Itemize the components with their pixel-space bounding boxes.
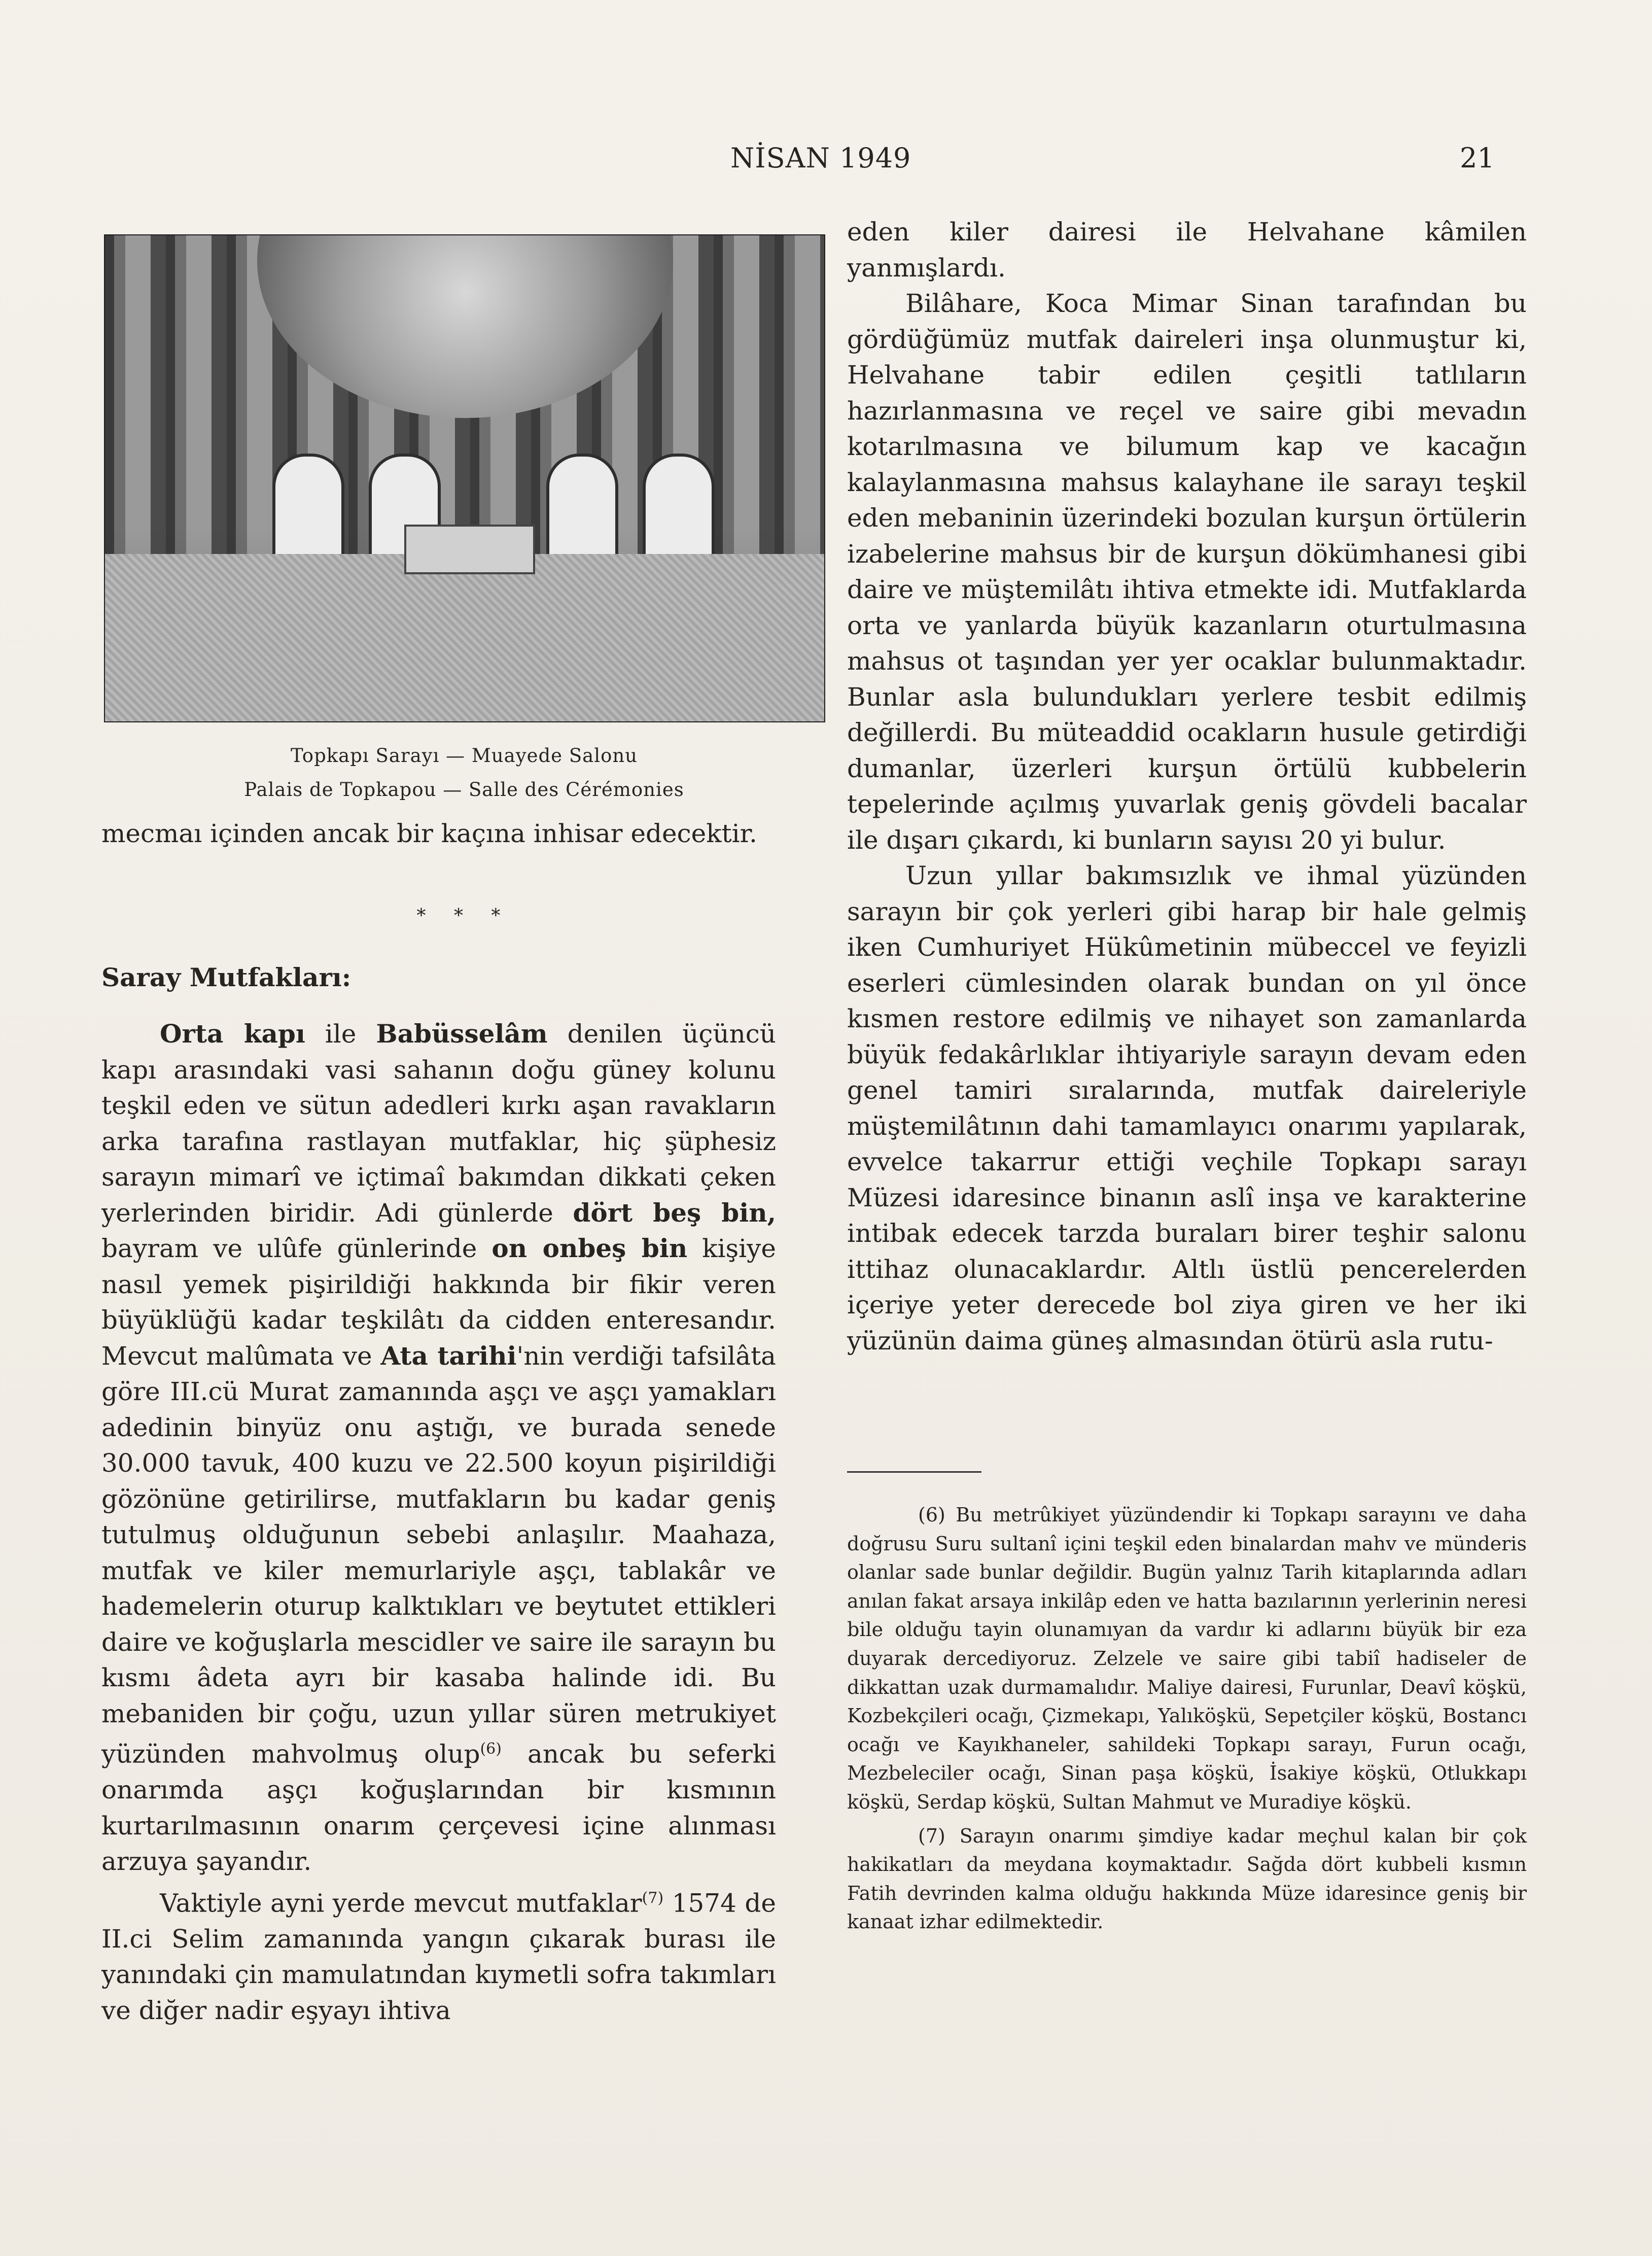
bold-term: Orta kapı	[160, 1019, 305, 1049]
paragraph-continued: eden kiler dairesi ile Helvahane kâmilen yanmışlardı.	[847, 217, 1527, 283]
intro-paragraph: mecmaı içinden ancak bir kaçına inhisar edecektir.	[101, 819, 757, 848]
photo-window	[643, 454, 715, 566]
photo-throne-dais	[404, 525, 535, 574]
text-run: kişiye nasıl yemek pişirildiği hakkında bir fikir veren büyüklüğü kadar teşkilâtı da cidden enteresandır. Mevcut malûmata ve	[101, 1234, 776, 1371]
bold-term: Ata tarihi	[380, 1340, 517, 1371]
running-header: NİSAN 1949	[730, 142, 911, 174]
bold-term: on onbeş bin	[491, 1233, 688, 1263]
footnote-ref: (6)	[480, 1740, 502, 1758]
page-number: 21	[1460, 142, 1495, 174]
text-run: ancak bu seferki onarımda aşçı koğuşlarından bir kısmının kurtarılmasının onarım çerçevesi içine alınması arzuya şayandır.	[101, 1739, 777, 1877]
text-run: ile	[305, 1019, 376, 1049]
text-run: bayram ve ulûfe günlerinde	[101, 1234, 492, 1263]
bold-term: dört beş bin,	[573, 1197, 776, 1228]
left-column-body	[101, 1016, 776, 2028]
photo-window	[546, 454, 618, 566]
footnote-6: (6) Bu metrûkiyet yüzündendir ki Topkapı sarayını ve daha doğrusu Suru sultanî içini teşkil eden binalardan mahv ve münderis olanlar sade bunlar değildir. Bugün yalnız Tarih kitaplarında adları anılan fakat arsaya inkilâp eden ve hatta bazılarının yerlerinin neresi bile olduğu tayin olunamıyan da vardır ki adlarını büyük bir eza duyarak dercediyoruz. Zelzele ve saire gibi tabiî hadiseler de dikkattan uzak durmamalıdır. Maliye dairesi, Furunlar, Deavî köşkü, Kozbekçileri ocağı, Çizmekapı, Yalıköşkü, Sepetçiler köşkü, Bostancı ocağı ve Kayıkhaneler, sahildeki Topkapı sarayı, Furun ocağı, Mezbeleciler ocağı, Sinan paşa köşkü, İsakiye köşkü, Otlukkapı köşkü, Serdap köşkü, Sultan Mahmut ve Muradiye köşkü.	[847, 1504, 1527, 1813]
footnotes	[847, 1501, 1527, 1936]
section-heading: Saray Mutfakları:	[101, 962, 352, 992]
paragraph-kitchens	[101, 1016, 776, 1880]
photo-caption-french: Palais de Topkapou — Salle des Cérémonies	[244, 779, 684, 801]
photo-carpet	[105, 554, 824, 721]
section-separator: * * *	[416, 906, 512, 926]
bold-term: Babüsselâm	[376, 1019, 548, 1049]
photo-dome	[257, 234, 673, 418]
footnote-7: (7) Sarayın onarımı şimdiye kadar meçhul kalan bir çok hakikatları da meydana koymaktadır. Sağda dört kubbeli kısmın Fatih devrinden kalma olduğu hakkında Müze idaresince geniş bir kanaat izhar edilmektedir.	[847, 1824, 1527, 1933]
photo-caption-turkish: Topkapı Sarayı — Muayede Salonu	[290, 745, 638, 767]
text-run: 'nin verdiği tafsilâta göre III.cü Murat zamanında aşçı ve aşçı yamakları adedinin binyüz onu aştığı, ve burada senede 30.000 tavuk, 400 kuzu ve 22.500 koyun pişirildiği gözönüne getirilirse, mutfakların bu kadar geniş tutulmuş olduğunun sebebi anlaşılır. Maahaza, mutfak ve kiler memurlariyle aşçı, tablakâr ve hademelerin oturup kalktıkları ve beytutet ettikleri daire ve koğuşlarla mescidler ve saire ile sarayın bu kısmı âdeta ayrı bir kasaba halinde idi. Bu mebaniden bir çoğu, uzun yıllar süren metrukiyet yüzünden mahvolmuş olup	[101, 1341, 776, 1769]
photo-window	[272, 454, 344, 566]
topkapi-audience-hall-photo	[104, 234, 825, 722]
footnote-ref: (7)	[642, 1889, 664, 1907]
text-run: Vaktiyle ayni yerde mevcut mutfaklar	[160, 1888, 642, 1918]
left-intro-text	[101, 816, 776, 852]
text-run: 1574 de II.ci Selim zamanında yangın çıkarak burası ile yanındaki çin mamulatından kıymetli sofra takımları ve diğer nadir eşyayı ihtiva	[101, 1888, 776, 2025]
paragraph-restoration: Uzun yıllar bakımsızlık ve ihmal yüzünden sarayın bir çok yerleri gibi harap bir hale gelmiş iken Cumhuriyet Hükûmetinin mübeccel ve feyizli eserleri cümlesinden olarak bundan on yıl önce kısmen restore edilmiş ve nihayet son zamanlarda büyük fedakârlıklar ihtiyariyle sarayın devam eden genel tamiri sıralarında, mutfak daireleriyle müştemilâtının dahi tamamlayıcı onarımı yapılarak, evvelce takarrur ettiği veçhile Topkapı sarayı Müzesi idaresince binanın aslî inşa ve karakterine intibak edecek tarzda buraları birer teşhir salonu ittihaz olunacaklardır. Altlı üstlü pencerelerden içeriye yeter derecede bol ziya giren ve her iki yüzünün daima güneş almasından ötürü asla rutu-	[847, 861, 1527, 1356]
paragraph-sinan: Bilâhare, Koca Mimar Sinan tarafından bu gördüğümüz mutfak daireleri inşa olunmuştur ki, Helvahane tabir edilen çeşitli tatlıların hazırlanmasına ve reçel ve saire gibi mevadın kotarılmasına ve bilumum kap ve kacağın kalaylanmasına mahsus kalayhane ile sarayı teşkil eden mebaninin üzerindeki bozulan kurşun örtülerin izabelerine mahsus bir de kurşun dökümhanesi gibi daire ve müştemilâtı ihtiva etmekte idi. Mutfaklarda orta ve yanlarda büyük kazanların oturtulmasına mahsus ot taşından yer yer ocaklar bulunmaktadır. Bunlar asla bulundukları yerlere tesbit edilmiş değillerdi. Bu müteaddid ocakların husule getirdiği dumanlar, üzerleri kurşun örtülü kubbelerin tepelerinde açılmış yuvarlak geniş gövdeli bacalar ile dışarı çıkardı, ki bunların sayısı 20 yi bulur.	[847, 289, 1527, 855]
right-column-body	[847, 214, 1527, 1359]
text-run: denilen üçüncü kapı arasındaki vasi sahanın doğu güney kolunu teşkil eden ve sütun adedleri kırkı aşan ravakların arka tarafına rastlayan mutfaklar, hiç şüphesiz sarayın mimarî ve içtimaî bakımdan dikkati çeken yerlerinden biridir. Adi günlerde	[101, 1019, 776, 1228]
paragraph-fire-1574	[101, 1881, 776, 2029]
footnote-rule	[847, 1471, 981, 1473]
